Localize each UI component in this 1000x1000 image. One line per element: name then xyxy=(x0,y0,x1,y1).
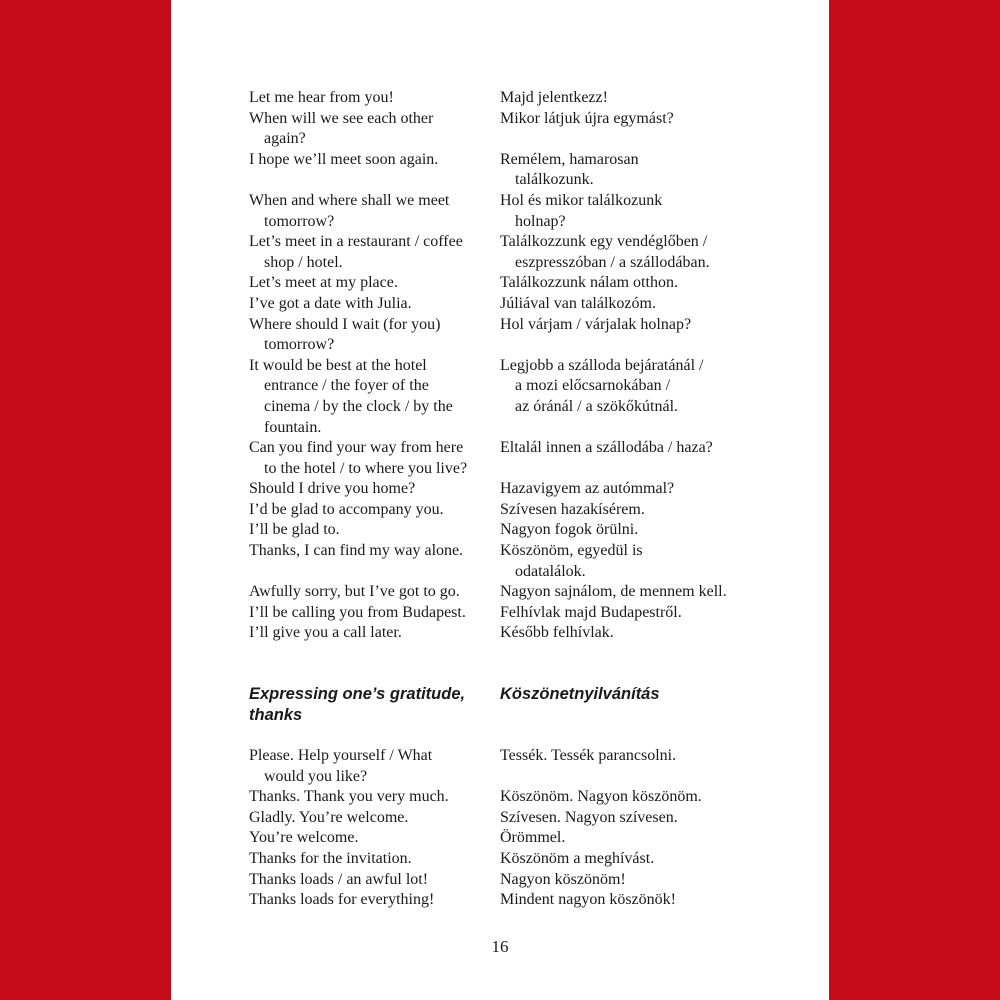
hungarian-phrase: Nagyon fogok örülni. xyxy=(500,521,639,539)
phrase-row xyxy=(249,500,749,521)
english-phrase: I’ll be glad to. xyxy=(249,521,340,539)
hungarian-phrase: Hol és mikor találkozunk holnap? xyxy=(500,191,663,230)
english-phrase: Gladly. You’re welcome. xyxy=(249,808,409,826)
phrase-row xyxy=(249,109,749,150)
english-phrase: Thanks. Thank you very much. xyxy=(249,788,449,806)
hungarian-phrase: Tessék. Tessék parancsolni. xyxy=(500,747,677,765)
phrase-row xyxy=(249,746,749,787)
phrase-row xyxy=(249,88,749,109)
english-phrase: I hope we’ll meet soon again. xyxy=(249,150,439,168)
hungarian-phrase: Köszönöm. Nagyon köszönöm. xyxy=(500,788,702,806)
phrase-row xyxy=(249,479,749,500)
english-phrase: Please. Help yourself / What would you like? xyxy=(249,747,433,785)
phrase-row xyxy=(249,541,749,582)
english-heading: Expressing one’s gratitude, thanks xyxy=(249,685,466,725)
hungarian-phrase: Köszönöm, egyedül is odatalálok. xyxy=(500,542,643,580)
phrase-row xyxy=(249,870,749,891)
english-phrase: You’re welcome. xyxy=(249,829,359,847)
phrase-row xyxy=(249,623,749,644)
phrase-row xyxy=(249,582,749,603)
phrase-row xyxy=(249,808,749,829)
english-phrase: Thanks, I can find my way alone. xyxy=(249,542,464,560)
english-phrase: Can you find your way from here to the hotel / to where you live? xyxy=(249,439,468,477)
english-phrase: Should I drive you home? xyxy=(249,480,416,498)
english-phrase: I’ve got a date with Julia. xyxy=(249,294,412,312)
english-phrase: Let me hear from you! xyxy=(249,89,394,106)
hungarian-phrase: Később felhívlak. xyxy=(500,624,614,642)
phrase-row xyxy=(249,315,749,356)
english-phrase: Let’s meet in a restaurant / coffee shop / hotel. xyxy=(249,233,463,271)
english-phrase: Let’s meet at my place. xyxy=(249,274,398,292)
hungarian-phrase: Találkozzunk egy vendéglőben / eszpresszóban / a szállodában. xyxy=(500,233,710,271)
phrase-row xyxy=(249,890,749,911)
phrase-row xyxy=(249,603,749,624)
hungarian-phrase: Nagyon sajnálom, de mennem kell. xyxy=(500,583,727,601)
hungarian-phrase: Hazavigyem az autómmal? xyxy=(500,480,675,498)
english-phrase: I’ll be calling you from Budapest. xyxy=(249,603,466,621)
hungarian-heading: Köszönetnyilvánítás xyxy=(500,685,660,704)
hungarian-phrase: Felhívlak majd Budapestről. xyxy=(500,603,682,621)
hungarian-phrase: Köszönöm a meghívást. xyxy=(500,850,655,867)
hungarian-phrase: Találkozzunk nálam otthon. xyxy=(500,274,678,292)
hungarian-phrase: Mindent nagyon köszönök! xyxy=(500,891,676,909)
english-phrase: Thanks loads / an awful lot! xyxy=(249,870,429,888)
phrase-row xyxy=(249,787,749,808)
phrase-row xyxy=(249,273,749,294)
phrase-row xyxy=(249,232,749,273)
hungarian-phrase: Nagyon köszönöm! xyxy=(500,870,626,888)
english-phrase: I’d be glad to accompany you. xyxy=(249,500,444,518)
hungarian-phrase: Szívesen hazakísérem. xyxy=(500,500,645,518)
hungarian-phrase: Júliával van találkozóm. xyxy=(500,294,656,312)
english-phrase: Thanks loads for everything! xyxy=(249,891,435,909)
english-phrase: Awfully sorry, but I’ve got to go. xyxy=(249,583,460,601)
hungarian-phrase: Szívesen. Nagyon szívesen. xyxy=(500,808,678,826)
english-phrase: Where should I wait (for you) tomorrow? xyxy=(249,315,441,354)
hungarian-phrase: Örömmel. xyxy=(500,829,566,847)
phrase-row xyxy=(249,356,749,438)
phrase-row xyxy=(249,294,749,315)
hungarian-phrase: Mikor látjuk újra egymást? xyxy=(500,109,674,127)
phrase-row xyxy=(249,828,749,849)
hungarian-phrase: Hol várjam / várjalak holnap? xyxy=(500,315,692,333)
english-phrase: Thanks for the invitation. xyxy=(249,850,412,867)
english-phrase: I’ll give you a call later. xyxy=(249,624,402,642)
phrase-row xyxy=(249,849,749,870)
english-phrase: When and where shall we meet tomorrow? xyxy=(249,191,450,230)
hungarian-phrase: Remélem, hamarosan találkozunk. xyxy=(500,150,639,189)
hungarian-phrase: Majd jelentkezz! xyxy=(500,89,608,106)
phrase-row xyxy=(249,150,749,191)
phrase-content xyxy=(249,88,749,911)
english-phrase: When will we see each other again? xyxy=(249,109,434,148)
phrase-row xyxy=(249,520,749,541)
english-phrase: It would be best at the hotel entrance / the foyer of the cinema / by the clock / by the fountain. xyxy=(249,356,453,436)
page-number: 16 xyxy=(491,937,509,956)
phrase-row xyxy=(249,438,749,479)
hungarian-phrase: Eltalál innen a szállodába / haza? xyxy=(500,439,713,457)
hungarian-phrase: Legjobb a szálloda bejáratánál / a mozi előcsarnokában / az óránál / a szökőkútnál. xyxy=(500,356,704,415)
book-page xyxy=(171,0,829,1000)
phrase-row xyxy=(249,191,749,232)
section-heading xyxy=(249,684,749,726)
